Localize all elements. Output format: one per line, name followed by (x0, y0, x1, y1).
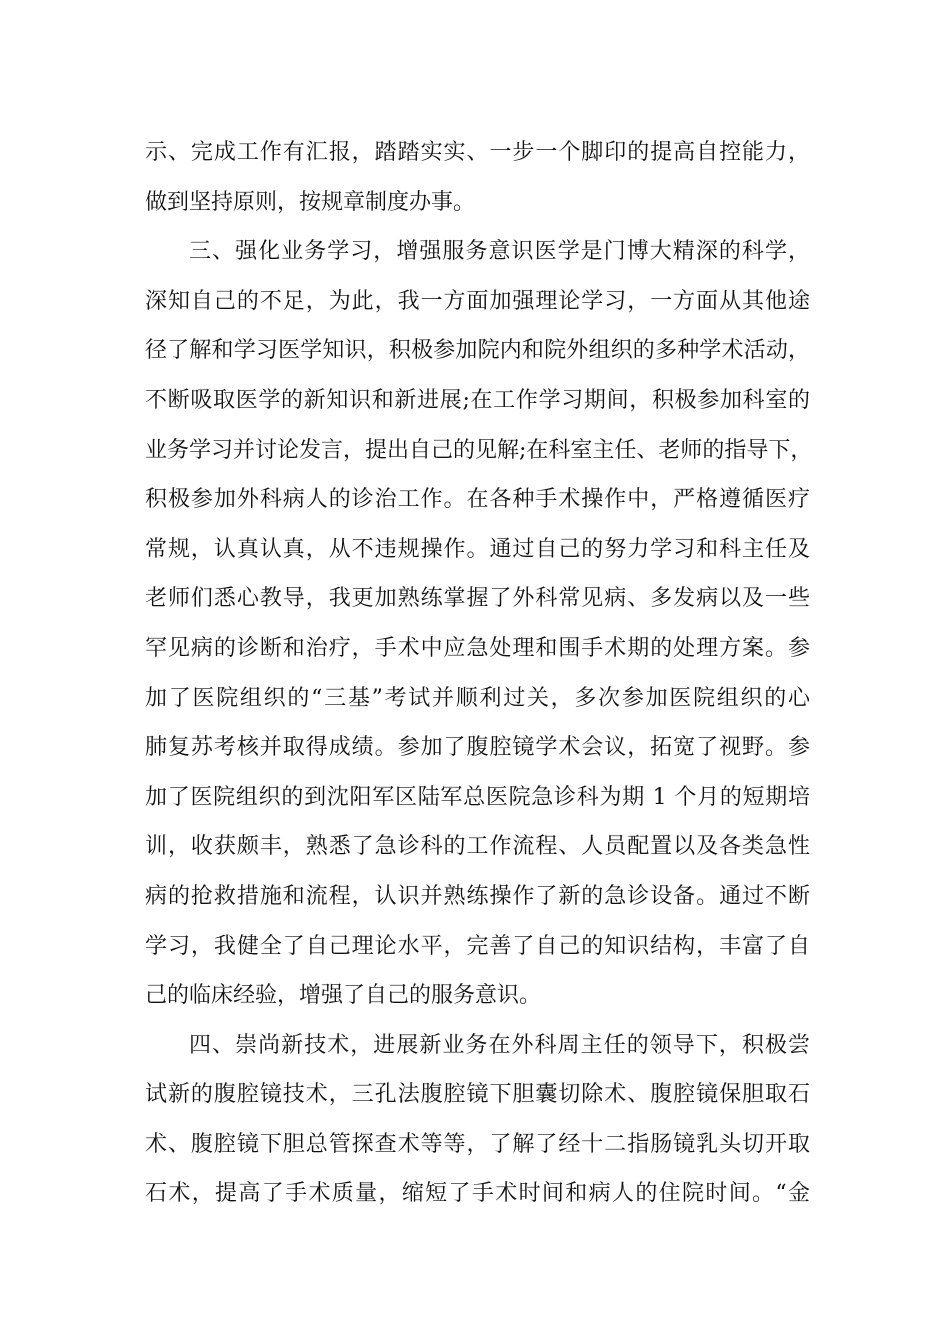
text-line: 罕见病的诊断和治疗，手术中应急处理和围手术期的处理方案。参 (145, 635, 810, 661)
text-line: 加了医院组织的到沈阳军区陆军总医院急诊科为期 1 个月的短期培 (145, 784, 810, 810)
section-heading-line: 三、强化业务学习，增强服务意识医学是门博大精深的科学， (189, 239, 810, 265)
text-line: 深知自己的不足，为此，我一方面加强理论学习，一方面从其他途 (145, 288, 810, 314)
text-line: 试新的腹腔镜技术，三孔法腹腔镜下胆囊切除术、腹腔镜保胆取石 (145, 1082, 810, 1108)
text-line: 不断吸取医学的新知识和新进展;在工作学习期间，积极参加科室的 (145, 387, 810, 413)
text-line: 业务学习并讨论发言，提出自己的见解;在科室主任、老师的指导下， (145, 437, 813, 463)
text-line: 术、腹腔镜下胆总管探查术等等，了解了经十二指肠镜乳头切开取 (145, 1131, 810, 1157)
document-body (145, 128, 813, 1219)
text-line: 老师们悉心教导，我更加熟练掌握了外科常见病、多发病以及一些 (145, 586, 810, 612)
text-line: 训，收获颇丰，熟悉了急诊科的工作流程、人员配置以及各类急性 (145, 834, 810, 860)
text-line: 做到坚持原则，按规章制度办事。 (145, 189, 476, 215)
text-line: 径了解和学习医学知识，积极参加院内和院外组织的多种学术活动， (145, 338, 810, 364)
text-line: 示、完成工作有汇报，踏踏实实、一步一个脚印的提高自控能力， (145, 140, 810, 165)
text-line: 病的抢救措施和流程，认识并熟练操作了新的急诊设备。通过不断 (145, 883, 810, 909)
text-line: 己的临床经验，增强了自己的服务意识。 (145, 983, 542, 1009)
text-line: 积极参加外科病人的诊治工作。在各种手术操作中，严格遵循医疗 (145, 487, 810, 513)
text-line: 石术，提高了手术质量，缩短了手术时间和病人的住院时间。“金 (145, 1181, 810, 1207)
text-line: 学习，我健全了自己理论水平，完善了自己的知识结构，丰富了自 (145, 933, 810, 959)
text-line: 肺复苏考核并取得成绩。参加了腹腔镜学术会议，拓宽了视野。参 (145, 735, 810, 761)
text-line: 常规，认真认真，从不违规操作。通过自己的努力学习和科主任及 (145, 536, 810, 562)
text-line: 加了医院组织的“三基”考试并顺利过关，多次参加医院组织的心 (145, 685, 810, 711)
section-heading-line: 四、崇尚新技术，进展新业务在外科周主任的领导下，积极尝 (189, 1032, 810, 1058)
